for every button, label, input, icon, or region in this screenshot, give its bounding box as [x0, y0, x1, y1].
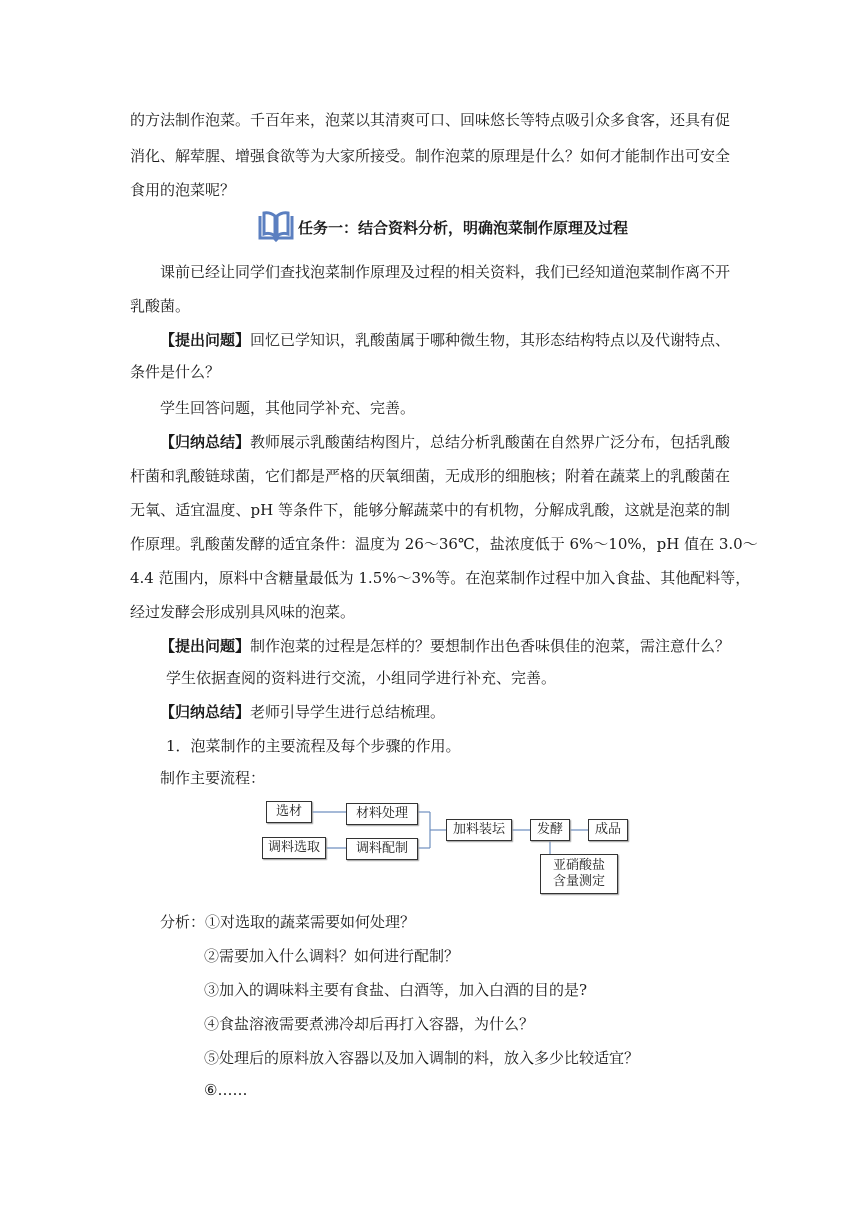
summary-1-line-5: 4.4 范围内，原料中含糖量最低为 1.5%～3%等。在泡菜制作过程中加入食盐、其他配料等， [130, 569, 751, 587]
flow-box-cailiao: 材料处理 [346, 803, 418, 825]
summary-2-line [160, 702, 760, 722]
analysis-item-3: ③加入的调味料主要有食盐、白酒等，加入白酒的目的是? [204, 981, 588, 999]
question-2-label: 【提出问题】 [160, 637, 251, 655]
item-1: 1．泡菜制作的主要流程及每个步骤的作用。 [166, 737, 461, 755]
summary-1-line-6: 经过发酵会形成别具风味的泡菜。 [130, 603, 356, 621]
intro-line-1: 的方法制作泡菜。千百年来，泡菜以其清爽可口、回味悠长等特点吸引众多食客，还具有促 [130, 111, 731, 129]
flow-box-fajiao: 发酵 [530, 819, 570, 841]
book-icon [256, 210, 296, 244]
flow-box-yaxiao-line-2: 含量测定 [552, 874, 605, 889]
flow-box-yaxiao [540, 854, 618, 894]
question-1-line-1 [160, 330, 730, 350]
para1-line-1: 课前已经让同学们查找泡菜制作原理及过程的相关资料，我们已经知道泡菜制作离不开 [160, 263, 731, 281]
question-1-text: 回忆已学知识，乳酸菌属于哪种微生物，其形态结构特点以及代谢特点、 [250, 331, 731, 349]
summary-1-line-4: 作原理。乳酸菌发酵的适宜条件：温度为 26～36℃，盐浓度低于 6%～10%，pH 值在 3.0～ [130, 535, 758, 553]
analysis-item-4: ④食盐溶液需要煮沸冷却后再打入容器，为什么？ [204, 1015, 535, 1033]
summary-2-label: 【归纳总结】 [160, 703, 251, 721]
summary-2-text: 老师引导学生进行总结梳理。 [250, 703, 446, 721]
flow-box-chengpin: 成品 [588, 819, 628, 841]
process-flowchart [254, 796, 634, 900]
summary-1-line-2: 杆菌和乳酸链球菌，它们都是严格的厌氧细菌，无成形的细胞核；附着在蔬菜上的乳酸菌在 [130, 467, 731, 485]
task-title: 任务一：结合资料分析，明确泡菜制作原理及过程 [298, 218, 629, 237]
intro-line-3: 食用的泡菜呢？ [130, 181, 236, 199]
analysis-item-6: ⑥…… [204, 1081, 248, 1099]
summary-1-line-1 [160, 432, 730, 452]
question-2-line [160, 636, 730, 656]
flow-box-jialiao: 加料装坛 [446, 819, 512, 841]
flow-box-tiaoliao-xuanqu: 调料选取 [262, 837, 326, 859]
summary-1-label: 【归纳总结】 [160, 433, 251, 451]
summary-1-line-3: 无氧、适宜温度、pH 等条件下，能够分解蔬菜中的有机物，分解成乳酸，这就是泡菜的制 [130, 501, 730, 519]
analysis-item-2: ②需要加入什么调料？如何进行配制？ [204, 947, 460, 965]
analysis-item-5: ⑤处理后的原料放入容器以及加入调制的料，放入多少比较适宜？ [204, 1049, 640, 1067]
flow-label: 制作主要流程： [160, 769, 266, 787]
para1-line-2: 乳酸菌。 [130, 297, 191, 315]
analysis-label: 分析： [160, 913, 206, 931]
answer-2: 学生依据查阅的资料进行交流，小组同学进行补充、完善。 [166, 669, 557, 687]
question-2-text: 制作泡菜的过程是怎样的？要想制作出色香味俱佳的泡菜，需注意什么？ [250, 637, 731, 655]
question-1-label: 【提出问题】 [160, 331, 251, 349]
flow-box-yaxiao-line-1: 亚硝酸盐 [552, 858, 605, 873]
intro-line-2: 消化、解荤腥、增强食欲等为大家所接受。制作泡菜的原理是什么？如何才能制作出可安全 [130, 147, 731, 165]
answer-1: 学生回答问题，其他同学补充、完善。 [160, 399, 416, 417]
flow-box-tiaoliao-peizhi: 调料配制 [346, 838, 418, 860]
analysis-item-1: ①对选取的蔬菜需要如何处理？ [205, 913, 416, 931]
flow-box-xuancai: 选材 [266, 801, 312, 823]
question-1-line-2: 条件是什么？ [130, 363, 221, 381]
analysis-label-line [160, 912, 760, 932]
summary-1-text: 教师展示乳酸菌结构图片，总结分析乳酸菌在自然界广泛分布，包括乳酸 [250, 433, 731, 451]
task-heading [256, 210, 628, 244]
